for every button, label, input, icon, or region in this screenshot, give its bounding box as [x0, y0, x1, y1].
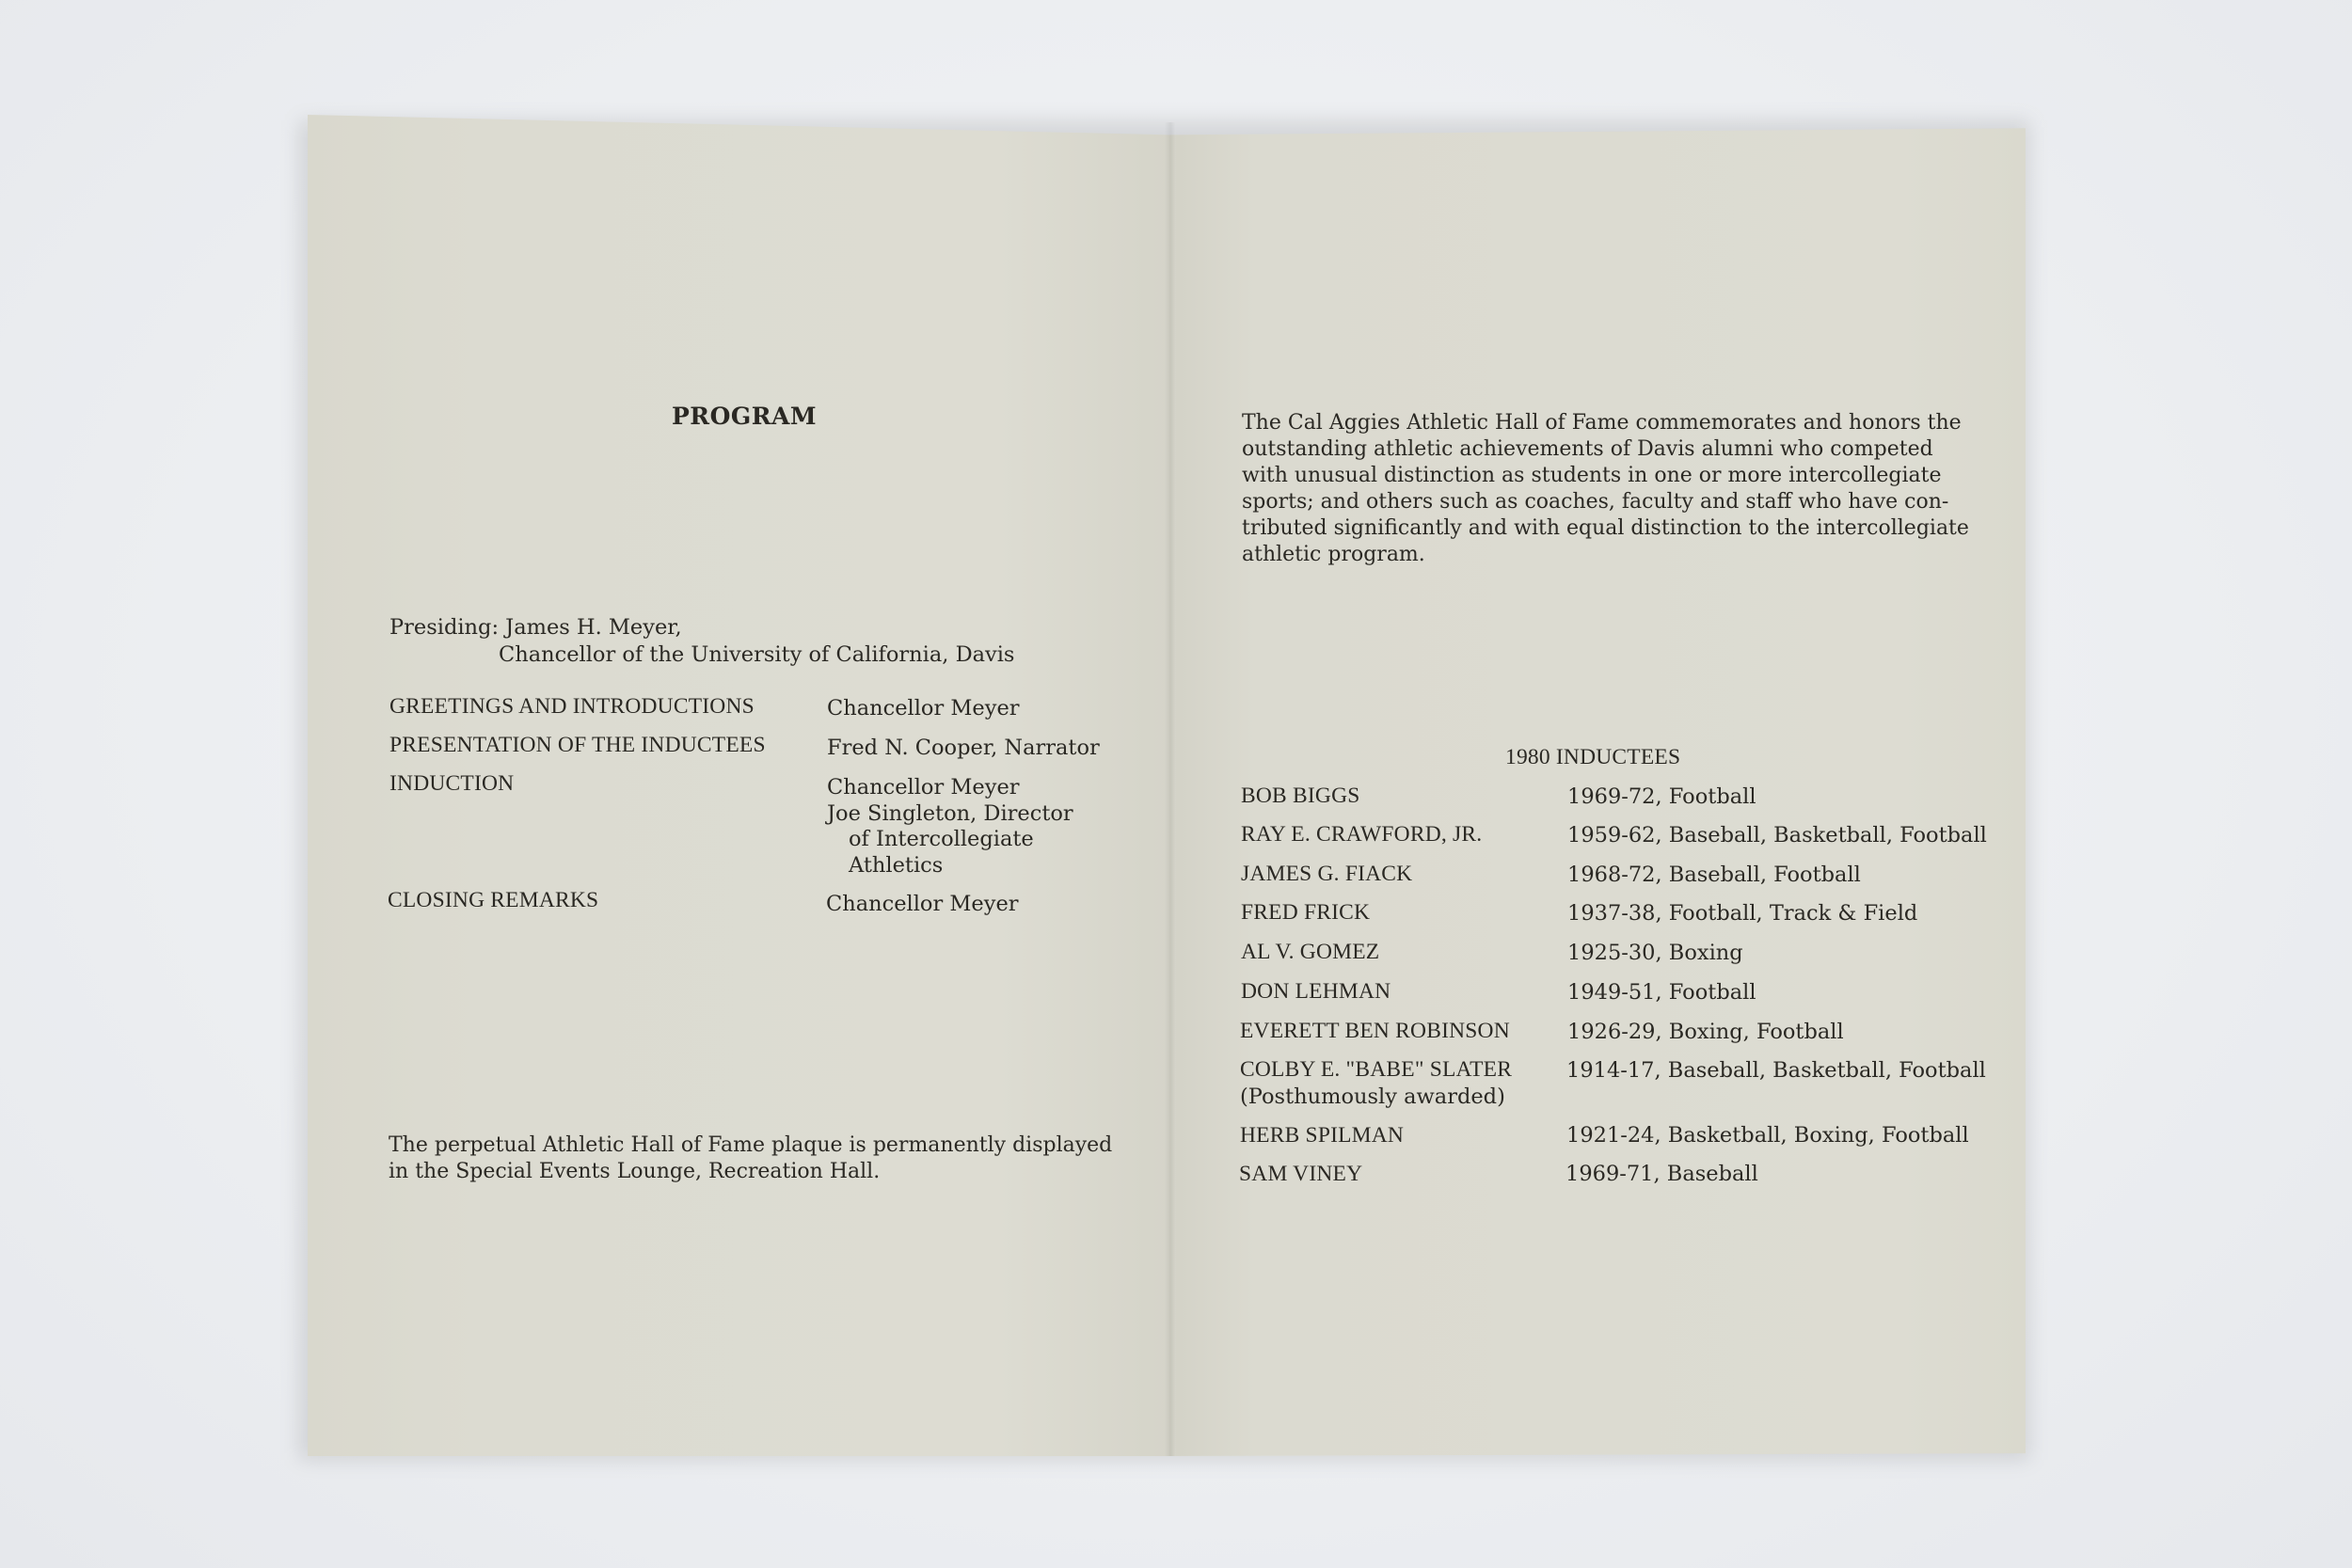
- inductee-detail: 1949-51, Football: [1567, 980, 1756, 1005]
- inductee-name: COLBY E. "BABE" SLATER: [1240, 1057, 1513, 1082]
- inductee-detail: 1921-24, Basketball, Boxing, Football: [1566, 1123, 1969, 1148]
- inductee-name: SAM VINEY: [1239, 1162, 1363, 1186]
- program-item-label: GREETINGS AND INTRODUCTIONS: [389, 694, 755, 719]
- inductee-detail: 1937-38, Football, Track & Field: [1567, 901, 1918, 926]
- inductee-note: (Posthumously awarded): [1240, 1085, 1505, 1109]
- inductee-name: BOB BIGGS: [1241, 784, 1360, 808]
- inductee-detail: 1969-72, Football: [1567, 784, 1756, 809]
- inductee-detail: 1925-30, Boxing: [1567, 941, 1743, 965]
- intro-paragraph-line: outstanding athletic achievements of Davis alumni who competed: [1242, 437, 1933, 461]
- intro-paragraph-line: sports; and others such as coaches, faculty and staff who have con-: [1242, 490, 1949, 514]
- inductee-name: FRED FRICK: [1241, 900, 1371, 925]
- program-item-value: Chancellor Meyer: [827, 775, 1020, 800]
- presiding-title-line: Chancellor of the University of California, Davis: [499, 642, 1015, 667]
- presiding-line: Presiding: James H. Meyer,: [389, 615, 682, 640]
- program-item-value: Chancellor Meyer: [826, 892, 1019, 916]
- inductees-heading: 1980 INDUCTEES: [1505, 745, 1681, 769]
- program-item-label: CLOSING REMARKS: [388, 888, 599, 912]
- inductee-name: HERB SPILMAN: [1240, 1123, 1405, 1148]
- inductee-detail: 1914-17, Baseball, Basketball, Football: [1566, 1058, 1986, 1083]
- intro-paragraph-line: The Cal Aggies Athletic Hall of Fame commemorates and honors the: [1242, 411, 1962, 435]
- inductee-detail: 1969-71, Baseball: [1565, 1162, 1758, 1186]
- program-title: PROGRAM: [672, 403, 818, 430]
- inductee-detail: 1959-62, Baseball, Basketball, Football: [1567, 823, 1987, 847]
- inductee-detail: 1968-72, Baseball, Football: [1567, 863, 1861, 887]
- program-item-label: INDUCTION: [389, 771, 515, 796]
- inductee-name: JAMES G. FIACK: [1241, 862, 1413, 886]
- inductee-name: RAY E. CRAWFORD, JR.: [1241, 822, 1483, 847]
- plaque-note-line: The perpetual Athletic Hall of Fame plaque is permanently displayed: [389, 1133, 1113, 1157]
- inductee-detail: 1926-29, Boxing, Football: [1567, 1020, 1844, 1044]
- intro-paragraph-line: athletic program.: [1242, 543, 1425, 566]
- inductee-name: DON LEHMAN: [1241, 979, 1391, 1004]
- program-item-label: PRESENTATION OF THE INDUCTEES: [389, 733, 766, 757]
- inductee-name: AL V. GOMEZ: [1241, 940, 1380, 964]
- program-item-value: Athletics: [849, 853, 944, 878]
- program-item-value: Fred N. Cooper, Narrator: [827, 736, 1100, 760]
- center-fold: [1165, 122, 1176, 1456]
- program-item-value: of Intercollegiate: [849, 827, 1034, 851]
- program-item-value: Chancellor Meyer: [827, 696, 1020, 721]
- plaque-note-line: in the Special Events Lounge, Recreation Hall.: [389, 1160, 881, 1183]
- intro-paragraph-line: with unusual distinction as students in one or more intercollegiate: [1242, 464, 1942, 487]
- intro-paragraph-line: tributed significantly and with equal distinction to the intercollegiate: [1242, 516, 1969, 540]
- program-item-value: Joe Singleton, Director: [827, 801, 1073, 826]
- inductee-name: EVERETT BEN ROBINSON: [1240, 1019, 1510, 1043]
